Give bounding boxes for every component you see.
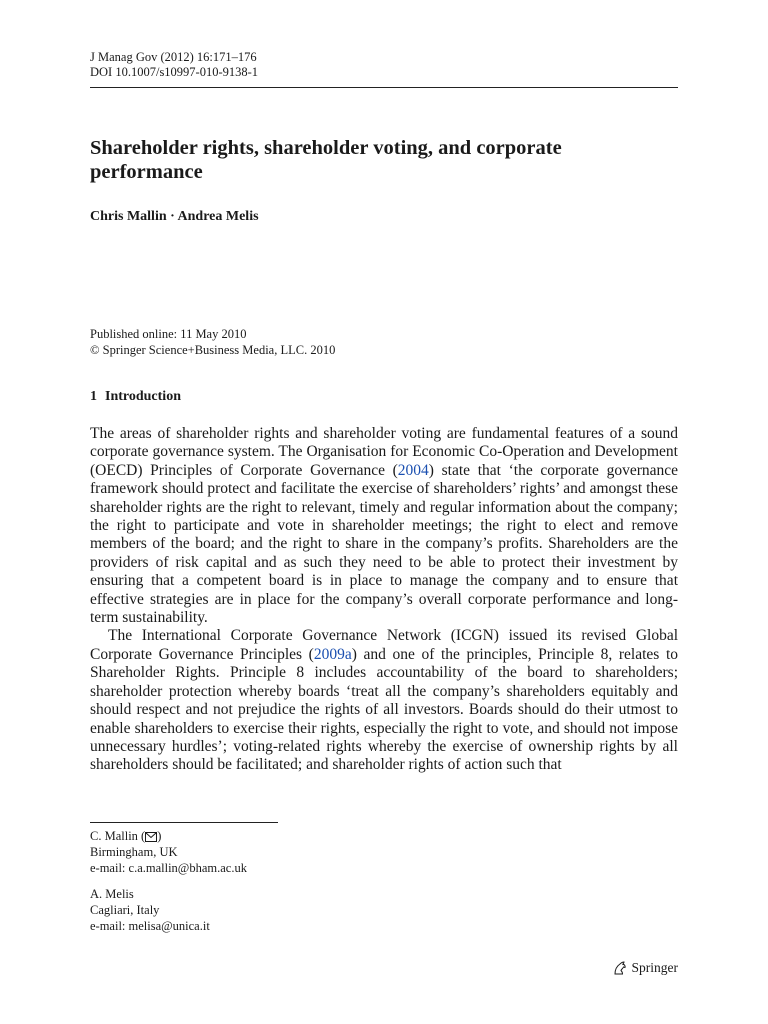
section-title: Introduction xyxy=(105,389,181,404)
paragraph-1 xyxy=(90,425,678,627)
author-list: Chris Mallin · Andrea Melis xyxy=(90,209,259,224)
citation-link-2009a[interactable]: 2009a xyxy=(313,645,352,663)
article-title: Shareholder rights, shareholder voting, and corporate performance xyxy=(90,137,562,183)
author2-name: A. Melis xyxy=(90,887,134,901)
author1-name-text: C. Mallin ( xyxy=(90,829,146,843)
springer-horse-icon xyxy=(612,960,628,976)
journal-citation: J Manag Gov (2012) 16:171–176 xyxy=(90,50,257,64)
paragraph-2-text-b: ) and one of the principles, Principle 8, relates to Shareholder Rights. Principle 8 includes accountability of the board to shareholders; shareholder protection whereby boards ‘treat all the company’s shareholders equitably and should respect and not prejudice the rights of all investors. Boards should do their utmost to enable shareholders to exercise their rights, especially the right to vote, and should not impose unnecessary hurdles’; voting-related rights whereby the exercise of ownership rights by all shareholders should be facilitated; and shareholder rights of action such that xyxy=(90,645,678,774)
author1-location: Birmingham, UK xyxy=(90,845,178,859)
header-rule xyxy=(90,87,678,88)
author1-name-close: ) xyxy=(157,829,162,843)
body-text xyxy=(90,425,678,775)
section-heading xyxy=(90,389,181,405)
author2-location: Cagliari, Italy xyxy=(90,903,160,917)
paragraph-2-text-a: The International Corporate Governance Network (ICGN) issued its revised Global Corporate Governance Principles ( xyxy=(90,627,678,663)
doi: DOI 10.1007/s10997-010-9138-1 xyxy=(90,65,259,79)
citation-link-2004[interactable]: 2004 xyxy=(397,461,429,479)
author2-email[interactable]: e-mail: melisa@unica.it xyxy=(90,919,210,933)
publisher-name: Springer xyxy=(631,960,678,975)
paragraph-1-text-b: ) state that ‘the corporate governance framework should protect and facilitate the exercise of shareholders’ rights’ and amongst these shareholder rights are the right to relevant, timely and regular information about the company; the right to participate and vote in shareholder meetings; the right to elect and remove members of the board; and the right to share in the company’s profits. Shareholders are the providers of risk capital and as such they need to be able to protect their investment by ensuring that a competent board is in place to manage the company and to ensure that effective strategies are in place for the company’s overall corporate performance and long-term sustainability. xyxy=(90,461,679,627)
author1-email[interactable]: e-mail: c.a.mallin@bham.ac.uk xyxy=(90,861,247,875)
paragraph-1-text-a: The areas of shareholder rights and shareholder voting are fundamental features of a sound corporate governance system. The Organisation for Economic Co-Operation and Development (OECD) Principles of Corporate Governance ( xyxy=(90,425,678,479)
footnote-rule xyxy=(90,822,278,823)
published-date: Published online: 11 May 2010 xyxy=(90,327,247,341)
publisher-logo xyxy=(612,960,679,976)
paragraph-2 xyxy=(90,627,678,774)
section-number: 1 xyxy=(90,389,97,404)
copyright-line: © Springer Science+Business Media, LLC. 2010 xyxy=(90,343,336,357)
